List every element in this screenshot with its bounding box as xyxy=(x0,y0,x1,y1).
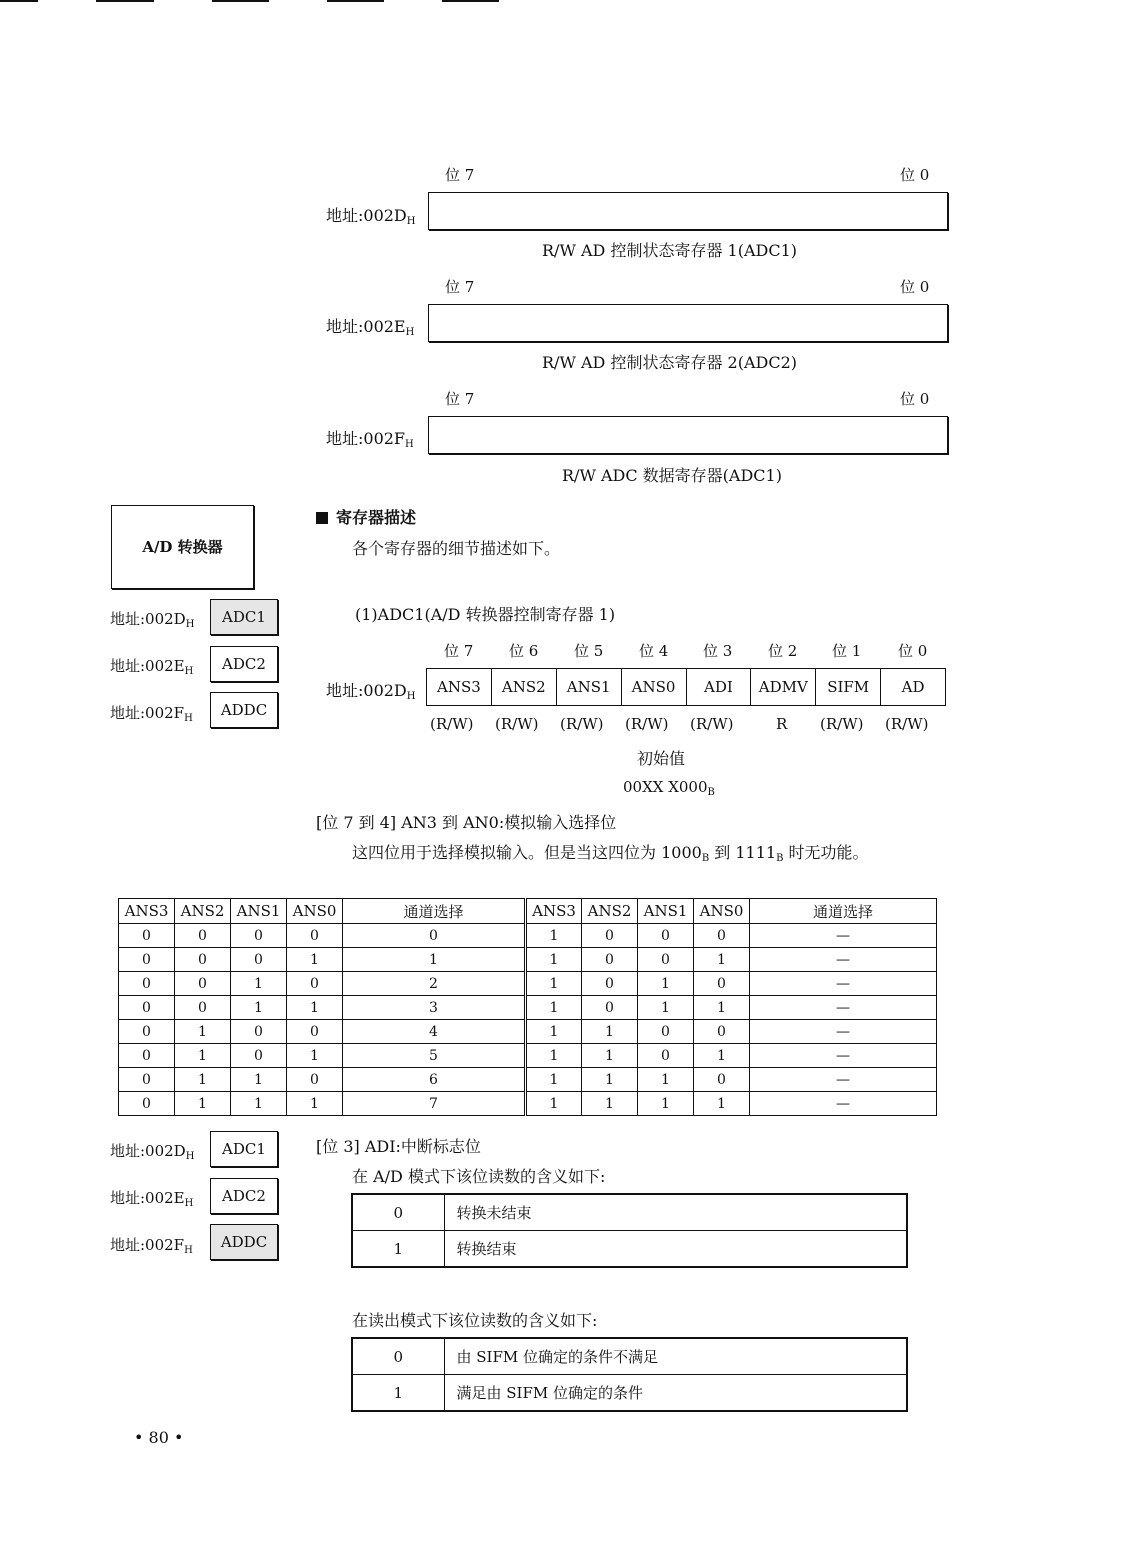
table-cell: 1 xyxy=(526,972,582,996)
table-cell: 0 xyxy=(694,972,750,996)
table-cell: 1 xyxy=(694,1044,750,1068)
table-cell: 2 xyxy=(343,972,526,996)
table-cell: 0 xyxy=(638,1020,694,1044)
table-cell: 1 xyxy=(526,1068,582,1092)
table-cell: — xyxy=(750,996,937,1020)
table-cell: 1 xyxy=(582,1044,638,1068)
bit-cell: ADI xyxy=(686,669,751,706)
table-cell: 1 xyxy=(287,1092,343,1116)
reg2-bit0-label: 位 0 xyxy=(900,278,930,296)
bit-cell: ANS0 xyxy=(621,669,686,706)
bit-label: 位 3 xyxy=(703,642,733,660)
channel-select-table xyxy=(118,898,937,1116)
table-cell: 1 xyxy=(582,1020,638,1044)
reg2-caption: R/W AD 控制状态寄存器 2(ADC2) xyxy=(542,353,797,372)
section-intro: 各个寄存器的细节描述如下。 xyxy=(352,539,561,558)
bit-cell: ANS1 xyxy=(556,669,621,706)
reg3-box xyxy=(428,416,948,454)
side2-addr-1: 地址$:002E_H$ xyxy=(110,1189,194,1209)
table-cell: 1 xyxy=(231,972,287,996)
side2-box-adc1: ADC1 xyxy=(210,1131,278,1167)
value-cell: 0 xyxy=(352,1194,444,1231)
table-cell: 0 xyxy=(119,1068,175,1092)
reg1-caption: R/W AD 控制状态寄存器 1(ADC1) xyxy=(542,241,797,260)
header-cell: ANS0 xyxy=(694,899,750,924)
table-cell: 1 xyxy=(287,1044,343,1068)
table-cell: 1 xyxy=(526,1092,582,1116)
table-cell: 0 xyxy=(119,948,175,972)
table-row xyxy=(119,1044,937,1068)
table-cell: 0 xyxy=(175,996,231,1020)
square-bullet-icon xyxy=(316,512,328,524)
table-cell: 0 xyxy=(287,972,343,996)
side2-addr-2: 地址$:002F_H$ xyxy=(110,1236,193,1256)
access-label: (R/W) xyxy=(690,715,734,733)
bit-label: 位 0 xyxy=(898,642,928,660)
header-cell: 通道选择 xyxy=(343,899,526,924)
meaning-cell: 由 SIFM 位确定的条件不满足 xyxy=(444,1338,907,1375)
init-label: 初始值 xyxy=(637,749,686,768)
table-cell: 0 xyxy=(175,924,231,948)
table-cell: 0 xyxy=(287,924,343,948)
value-cell: 1 xyxy=(352,1375,444,1412)
adc1-title: (1)ADC1(A/D 转换器控制寄存器 1) xyxy=(355,605,616,624)
reg2-box xyxy=(428,304,948,342)
header-cell: ANS1 xyxy=(231,899,287,924)
table-cell: 0 xyxy=(638,948,694,972)
side1-box-adc2: ADC2 xyxy=(210,646,278,682)
ad-mode-intro: 在 A/D 模式下该位读数的含义如下: xyxy=(352,1167,606,1186)
table-row xyxy=(119,996,937,1020)
table-cell: 0 xyxy=(694,1020,750,1044)
reg3-bit0-label: 位 0 xyxy=(900,390,930,408)
table-cell: — xyxy=(750,1092,937,1116)
bit-label: 位 4 xyxy=(639,642,669,660)
table-cell: — xyxy=(750,972,937,996)
table-cell: 1 xyxy=(694,948,750,972)
access-label: (R/W) xyxy=(495,715,539,733)
table-cell: 0 xyxy=(638,1044,694,1068)
table-cell: 1 xyxy=(694,996,750,1020)
access-label: (R/W) xyxy=(430,715,474,733)
table-cell: 0 xyxy=(231,924,287,948)
table-cell: 0 xyxy=(231,1044,287,1068)
table-cell: 1 xyxy=(287,948,343,972)
table-row xyxy=(119,948,937,972)
section-heading: 寄存器描述 xyxy=(316,505,416,528)
side1-box-addc: ADDC xyxy=(210,692,278,728)
reg1-bit7-label: 位 7 xyxy=(445,166,475,184)
table-cell: 1 xyxy=(231,1068,287,1092)
table-cell: 1 xyxy=(526,1044,582,1068)
bit-label: 位 5 xyxy=(574,642,604,660)
adc1-bit-table xyxy=(426,668,946,706)
table-cell: 1 xyxy=(231,996,287,1020)
table-cell: 0 xyxy=(175,948,231,972)
header-cell: ANS3 xyxy=(119,899,175,924)
bit-label: 位 6 xyxy=(509,642,539,660)
reg2-address: 地址$:002E_H$ xyxy=(326,317,415,338)
table-cell: 1 xyxy=(526,1020,582,1044)
reg3-address: 地址$:002F_H$ xyxy=(326,429,414,450)
table-cell: 1 xyxy=(582,1092,638,1116)
table-cell: 0 xyxy=(582,996,638,1020)
bit-cell: AD xyxy=(881,669,946,706)
table-cell: 1 xyxy=(638,1092,694,1116)
table-cell: 0 xyxy=(231,948,287,972)
table-cell: — xyxy=(750,1068,937,1092)
table-cell: — xyxy=(750,1044,937,1068)
access-label: R xyxy=(776,715,788,733)
table-cell: 0 xyxy=(287,1020,343,1044)
table-row xyxy=(352,1338,907,1375)
reg1-bit0-label: 位 0 xyxy=(900,166,930,184)
header-cell: ANS2 xyxy=(175,899,231,924)
table-cell: 5 xyxy=(343,1044,526,1068)
table-cell: 1 xyxy=(526,948,582,972)
table-cell: 0 xyxy=(582,972,638,996)
table-cell: 1 xyxy=(175,1092,231,1116)
table-cell: 1 xyxy=(526,996,582,1020)
table-cell: 1 xyxy=(638,972,694,996)
table-cell: 1 xyxy=(582,1068,638,1092)
table-cell: 1 xyxy=(694,1092,750,1116)
access-label: (R/W) xyxy=(885,715,929,733)
table-cell: 6 xyxy=(343,1068,526,1092)
bit-cell: SIFM xyxy=(816,669,881,706)
table-row xyxy=(352,1231,907,1268)
table-cell: 4 xyxy=(343,1020,526,1044)
access-label: (R/W) xyxy=(625,715,669,733)
table-cell: 1 xyxy=(638,1068,694,1092)
ad-mode-table xyxy=(351,1193,908,1268)
bits74-heading: [位 7 到 4] AN3 到 AN0:模拟输入选择位 xyxy=(316,813,617,832)
meaning-cell: 转换结束 xyxy=(444,1231,907,1268)
read-mode-intro: 在读出模式下该位读数的含义如下: xyxy=(352,1311,598,1330)
table-cell: 0 xyxy=(343,924,526,948)
side-title-box: A/D 转换器 xyxy=(111,505,254,589)
table-cell: 0 xyxy=(119,972,175,996)
meaning-cell: 转换未结束 xyxy=(444,1194,907,1231)
adc1-address: 地址$:002D_H$ xyxy=(326,681,416,702)
reg1-address: 地址$:002D_H$ xyxy=(326,206,416,227)
value-cell: 0 xyxy=(352,1338,444,1375)
reg3-bit7-label: 位 7 xyxy=(445,390,475,408)
table-row xyxy=(119,972,937,996)
read-mode-table xyxy=(351,1337,908,1412)
table-cell: 0 xyxy=(638,924,694,948)
table-cell: 0 xyxy=(119,924,175,948)
side2-box-adc2: ADC2 xyxy=(210,1178,278,1214)
bit-label: 位 2 xyxy=(768,642,798,660)
table-cell: 1 xyxy=(287,996,343,1020)
side2-box-addc: ADDC xyxy=(210,1224,278,1260)
table-header-row xyxy=(119,899,937,924)
table-row xyxy=(119,1068,937,1092)
table-cell: 0 xyxy=(694,924,750,948)
meaning-cell: 满足由 SIFM 位确定的条件 xyxy=(444,1375,907,1412)
bits74-description: 这四位用于选择模拟输入。但是当这四位为 $1000_B$ 到 $1111_B$ 时无功能。 xyxy=(352,843,869,864)
table-cell: — xyxy=(750,948,937,972)
side1-addr-1: 地址$:002E_H$ xyxy=(110,657,194,677)
table-cell: — xyxy=(750,924,937,948)
table-cell: 0 xyxy=(582,948,638,972)
table-row xyxy=(119,1020,937,1044)
table-cell: 7 xyxy=(343,1092,526,1116)
table-cell: 0 xyxy=(287,1068,343,1092)
side1-addr-2: 地址$:002F_H$ xyxy=(110,704,193,724)
side1-box-adc1: ADC1 xyxy=(210,599,278,635)
table-row xyxy=(119,1092,937,1116)
table-cell: 0 xyxy=(119,1092,175,1116)
header-cell: ANS1 xyxy=(638,899,694,924)
table-row xyxy=(119,924,937,948)
header-cell: ANS3 xyxy=(526,899,582,924)
value-cell: 1 xyxy=(352,1231,444,1268)
table-cell: 1 xyxy=(526,924,582,948)
bit-cell: ANS2 xyxy=(491,669,556,706)
reg1-box xyxy=(428,192,948,230)
init-value: 00XX $X000_B$ xyxy=(623,778,715,798)
table-cell: 0 xyxy=(582,924,638,948)
access-label: (R/W) xyxy=(560,715,604,733)
reg2-bit7-label: 位 7 xyxy=(445,278,475,296)
table-cell: 0 xyxy=(119,1044,175,1068)
table-row xyxy=(352,1194,907,1231)
access-label: (R/W) xyxy=(820,715,864,733)
table-cell: 3 xyxy=(343,996,526,1020)
header-cell: 通道选择 xyxy=(750,899,937,924)
table-cell: 0 xyxy=(119,1020,175,1044)
side2-addr-0: 地址$:002D_H$ xyxy=(110,1142,195,1162)
table-row xyxy=(352,1375,907,1412)
side1-addr-0: 地址$:002D_H$ xyxy=(110,610,195,630)
header-cell: ANS0 xyxy=(287,899,343,924)
table-cell: 1 xyxy=(175,1020,231,1044)
table-cell: 0 xyxy=(231,1020,287,1044)
bit-cell: ADMV xyxy=(751,669,816,706)
page-number: • 80 • xyxy=(134,1428,184,1447)
table-cell: 0 xyxy=(175,972,231,996)
bit-cell: ANS3 xyxy=(427,669,492,706)
table-cell: 0 xyxy=(119,996,175,1020)
table-cell: — xyxy=(750,1020,937,1044)
table-cell: 1 xyxy=(231,1092,287,1116)
table-cell: 0 xyxy=(694,1068,750,1092)
bit-label: 位 7 xyxy=(444,642,474,660)
bit3-heading: [位 3] ADI:中断标志位 xyxy=(316,1137,481,1156)
table-cell: 1 xyxy=(175,1068,231,1092)
header-cell: ANS2 xyxy=(582,899,638,924)
table-cell: 1 xyxy=(343,948,526,972)
table-cell: 1 xyxy=(175,1044,231,1068)
table-cell: 1 xyxy=(638,996,694,1020)
reg3-caption: R/W ADC 数据寄存器(ADC1) xyxy=(562,466,782,485)
bit-label: 位 1 xyxy=(832,642,862,660)
